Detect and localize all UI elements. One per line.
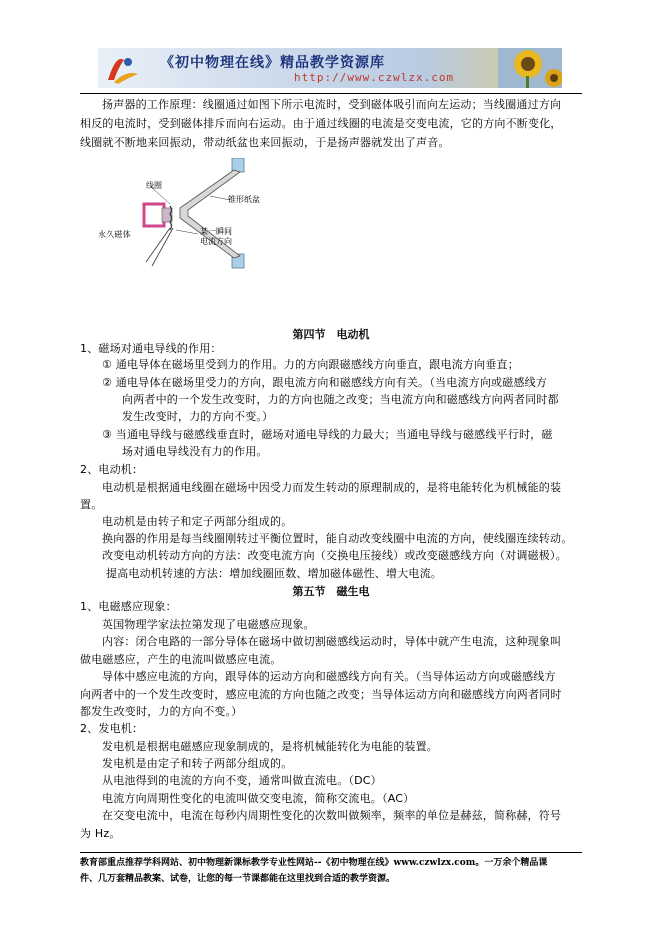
section-5-line: 都发生改变时，力的方向不变。） [80,705,243,718]
section-4-line: 电动机是根据通电线圈在磁场中因受力而发生转动的原理制成的，是将电能转化为机械能的装 [102,481,562,494]
site-url[interactable]: http://www.czwlzx.com [294,71,455,84]
section-5-heading: 第五节 磁生电 [292,585,370,598]
figure-label-cone: 锥形纸盆 [228,195,260,204]
section-4-line: ① 通电导体在磁场里受到力的作用。力的方向跟磁感线方向垂直，跟电流方向垂直； [102,358,519,371]
section-5-line: 英国物理学家法拉第发现了电磁感应现象。 [102,618,315,631]
section-5-line: 为 Hz。 [80,827,121,840]
site-title: 《初中物理在线》精品教学资源库 [160,55,385,71]
section-5-line: 发电机是由定子和转子两部分组成的。 [102,757,293,770]
section-4-line: 发生改变时，力的方向不变。） [122,410,274,423]
footer-line: 件、几万套精品教案、试卷，让您的每一节课都能在这里找到合适的教学资源。 [80,874,396,884]
section-4-line: ③ 当通电导线与磁感线垂直时，磁场对通电导线的力最大；当通电导线与磁感线平行时，磁 [102,428,553,441]
intro-line: 线圈就不断地来回振动，带动纸盆也来回振动，于是扬声器就发出了声音。 [80,136,450,149]
section-4-line: ② 通电导体在磁场里受力的方向，跟电流方向和磁感线方向有关。（当电流方向或磁感线方 [102,376,548,389]
section-5-line: 导体中感应电流的方向，跟导体的运动方向和磁感线方向有关。（当导体运动方向或磁感线方 [102,670,556,683]
section-5-line: 发电机是根据电磁感应现象制成的，是将机械能转化为电能的装置。 [102,740,438,753]
sunflower-icon [498,48,562,88]
section-5-line: 在交变电流中，电流在每秒内周期性变化的次数叫做频率，频率的单位是赫兹，简称赫，符号 [102,809,562,822]
loudspeaker-diagram [140,158,266,270]
section-4-line: 场对通电导线没有力的作用。 [122,445,268,458]
header-rule [80,93,582,94]
section-4-line: 1、磁场对通电导线的作用： [80,342,222,355]
footer-line: 教育部重点推荐学科网站、初中物理新课标教学专业性网站--《初中物理在线》www.czwlzx.com。一万余个精品课 [80,858,548,868]
section-5-line: 1、电磁感应现象： [80,600,177,613]
section-5-line: 从电池得到的电流的方向不变，通常叫做直流电。（DC） [102,774,382,787]
header-banner [98,48,562,88]
figure-label-current-2: 电流方向 [200,237,232,246]
section-5-line: 2、发电机： [80,722,144,735]
intro-line: 相反的电流时，受到磁体排斥而向右运动。由于通过线圈的电流是交变电流，它的方向不断变化， [80,117,562,130]
section-4-line: 电动机是由转子和定子两部分组成的。 [102,515,293,528]
section-4-line: 2、电动机： [80,463,144,476]
figure-label-current: 某一瞬间 [200,227,232,236]
site-logo-icon [102,50,142,86]
section-4-line: 提高电动机转速的方法：增加线圈匝数、增加磁体磁性、增大电流。 [106,567,442,580]
section-4-line: 向两者中的一个发生改变时，力的方向也随之改变；当电流方向和磁感线方向两者同时都 [122,393,559,406]
footer-rule [80,852,582,853]
section-4-heading: 第四节 电动机 [292,328,370,341]
intro-line: 扬声器的工作原理：线圈通过如图下所示电流时，受到磁体吸引而向左运动；当线圈通过方向 [102,98,562,111]
figure-label-magnet: 永久磁体 [98,230,131,239]
figure-label-coil: 线圈 [146,181,162,190]
section-4-line: 换向器的作用是每当线圈刚转过平衡位置时，能自动改变线圈中电流的方向，使线圈连续转动。 [102,532,573,545]
section-5-line: 内容：闭合电路的一部分导体在磁场中做切割磁感线运动时，导体中就产生电流，这种现象叫 [102,635,562,648]
section-5-line: 向两者中的一个发生改变时，感应电流的方向也随之改变；当导体运动方向和磁感线方向两者同时 [80,688,562,701]
section-5-line: 做电磁感应，产生的电流叫做感应电流。 [80,653,282,666]
section-5-line: 电流方向周期性变化的电流叫做交变电流，简称交流电。（AC） [102,792,415,805]
section-4-line: 置。 [80,498,103,511]
section-4-line: 改变电动机转动方向的方法：改变电流方向（交换电压接线）或改变磁感线方向（对调磁极）。 [102,549,567,562]
